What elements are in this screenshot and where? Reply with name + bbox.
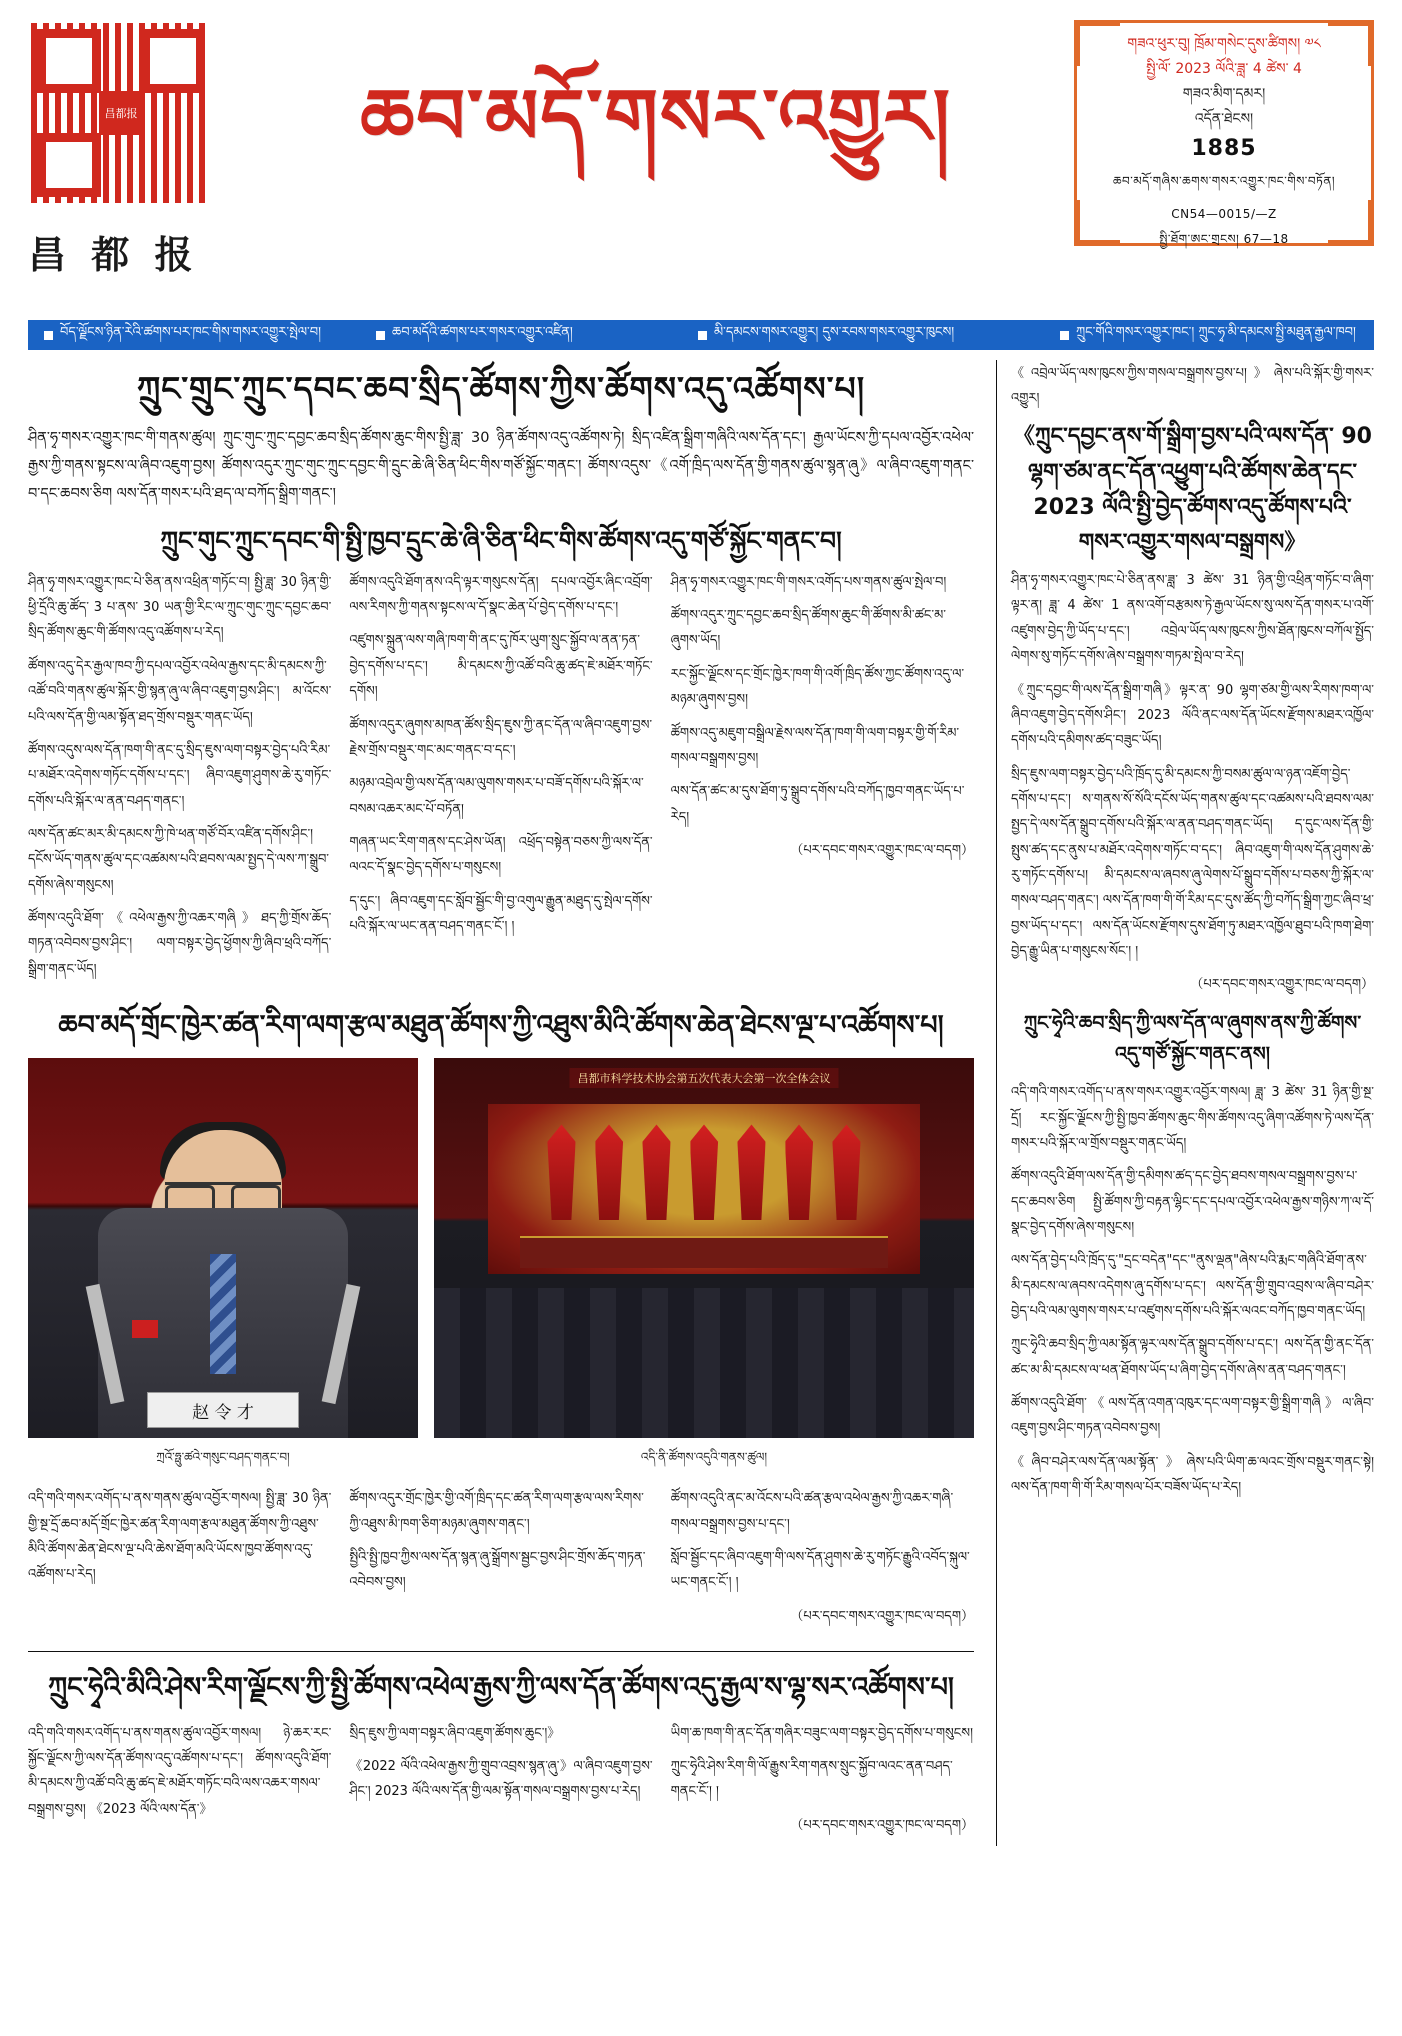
lead-paragraph: ཤིན་ཧྭ་གསར་འགྱུར་ཁང་གི་གནས་ཚུལ། ཀྲུང་གུང་ཀྲུང་དབྱང་ཆབ་སྲིད་ཚོགས་ཆུང་གིས་སྤྱི་ཟླ་ 30 ཉིན་ཚོགས་འདུ་འཚོགས་ཏེ། སྲིད་འཛིན་སྒྲིག་གཞིའི་ལས་དོན་དང་། རྒྱལ་ཡོངས་ཀྱི་དཔལ་འབྱོར་འཕེལ་རྒྱས་ཀྱི་གནས་སྟངས་ལ་ཞིབ་འཇུག་བྱས། ཚོགས་འདུར་ཀྲུང་གུང་ཀྲུང་དབྱང་གི་དྲུང་ཆེ་ཞི་ཅིན་ཕིང་གིས་གཙོ་སྐྱོང་གནང་། ཚོགས་འདུས་《འགོ་ཁྲིད་ལས་དོན་གྱི་གནས་ཚུལ་སྙན་ཞུ》ལ་ཞིབ་འཇུག་གནང་བ་དང་ཆབས་ཅིག ལས་དོན་གསར་པའི་ཐད་ལ་བཀོད་སྒྲིག་གནང་། [28,429,974,503]
bullet-square-icon [44,331,53,340]
paragraph: ཤིན་ཧྭ་གསར་འགྱུར་ཁང་པེ་ཅིན་ནས་འཕྲིན་གཏོང་བ། སྤྱི་ཟླ་ 30 ཉིན་གྱི་ཕྱི་དྲོའི་ཆུ་ཚོད་ 3 པ་ནས་ 30 ཡན་གྱི་རིང་ལ་ཀྲུང་གུང་ཀྲུང་དབྱང་ཆབ་སྲིད་ཚོགས་ཆུང་གི་ཚོགས་འདུ་འཚོགས་པ་རེད། [28,574,332,641]
photo-article-column-1 [28,1486,331,1637]
photo-article-columns [28,1486,974,1637]
article-columns [28,570,974,990]
qr-code-icon[interactable] [28,20,214,206]
paragraph: ཚོགས་འདུ་དེར་རྒྱལ་ཁབ་ཀྱི་དཔལ་འབྱོར་འཕེལ་རྒྱས་དང་མི་དམངས་ཀྱི་འཚོ་བའི་གནས་ཚུལ་སྐོར་གྱི་སྙན་ཞུ་ལ་ཞིབ་འཇུག་བྱས་ཤིང་། མ་འོངས་པའི་ལས་དོན་གྱི་ལམ་སྟོན་ཐད་གྲོས་བསྡུར་གནང་ཡོད། [28,658,332,725]
nav-bar [28,320,1374,350]
headline-photo-section: ཆབ་མདོ་གྲོང་ཁྱེར་ཚན་རིག་ལག་རྩལ་མཐུན་ཚོགས་ཀྱི་འཐུས་མིའི་ཚོགས་ཆེན་ཐེངས་ལྔ་པ་འཚོགས་པ། [58,1009,944,1041]
photo-article-column-3 [671,1486,974,1637]
left-column [28,360,988,1846]
photo-speaker-caption: ཀྲའོ་ཧྥུ་ཚའེ་གསུང་བཤད་གནང་བ། [156,1450,290,1465]
issue-weekday: གཟའ་མིག་དམར། [1182,86,1266,102]
qr-block [28,14,238,279]
paragraph: ཚོགས་འདུར་གྲོང་ཁྱེར་གྱི་འགོ་ཁྲིད་དང་ཚན་རིག་ལག་རྩལ་ལས་རིགས་ཀྱི་འཐུས་མི་ཁག་ཅིག་མཉམ་ཞུགས་གནང་། [349,1491,644,1532]
nameplate-label: 赵 令 才 [147,1392,299,1428]
cn-code: CN54—0015/—Z [1171,207,1277,221]
paragraph: སྲིད་ཇུས་ཀྱི་ལག་བསྟར་ཞིབ་འཇུག་ཚོགས་ཆུང་།》 [349,1725,561,1741]
headline-right-2: ཀྲུང་ཧྭེའི་ཆབ་སྲིད་ཀྱི་ལས་དོན་ལ་ཞུགས་ནས་ཀྱི་ཚོགས་འདུ་གཙོ་སྐྱོང་གནང་ནས། [1023,1011,1362,1065]
paragraph: ཚོགས་འདུ་མཇུག་བསྒྲིལ་རྗེས་ལས་དོན་ཁག་གི་ལག་བསྟར་གྱི་གོ་རིམ་གསལ་བསྒྲགས་བྱས། [670,725,960,766]
paragraph: ལས་དོན་ཚང་མ་དུས་ཐོག་ཏུ་སྒྲུབ་དགོས་པའི་བཀོད་ཁྱབ་གནང་ཡོད་པ་རེད། [670,784,965,825]
paragraph: ཚོགས་འདུའི་ཐོག་《ལས་དོན་འགན་འཁུར་དང་ལག་བསྟར་གྱི་སྒྲིག་གཞི》ལ་ཞིབ་འཇུག་བྱས་ཤིང་གཏན་འབེབས་བྱས། [1011,1396,1374,1437]
article-column-1 [28,570,331,990]
paragraph: མཉམ་འབྲེལ་གྱི་ལས་དོན་ལམ་ལུགས་གསར་པ་བཟོ་དགོས་པའི་སྐོར་ལ་བསམ་འཆར་མང་པོ་བཏོན། [349,776,644,817]
bottom-article-column-3 [671,1721,974,1846]
bottom-article-column-1 [28,1721,331,1846]
paragraph: ཤིན་ཧྭ་གསར་འགྱུར་ཁང་གི་གསར་འགོད་པས་གནས་ཚུལ་སྤེལ་བ། [670,574,947,590]
issue-date-weekday: གཟའ་ཕུར་བུ། ཁྲོམ་གསེང་དུས་ཚིགས། ༧༨ [1127,36,1321,52]
nav-item-1-label: བོད་ལྗོངས་ཉིན་རེའི་ཚགས་པར་ཁང་གིས་གསར་འགྱུར་སྤེལ་བ། [60,324,322,340]
byline: （པར་དབང་གསར་འགྱུར་ཁང་ལ་བདག） [1190,977,1374,993]
paragraph: སློབ་སྦྱོང་དང་ཞིབ་འཇུག་གི་ལས་དོན་ཤུགས་ཆེ་རུ་གཏོང་རྒྱུའི་འབོད་སྐུལ་ཡང་གནང་ངོ་། ། [670,1550,970,1591]
paragraph: ཡིག་ཆ་ཁག་གི་ནང་དོན་གཞིར་བཟུང་ལག་བསྟར་བྱེད་དགོས་པ་གསུངས། [670,1725,973,1741]
section-divider [28,1651,974,1652]
newspaper-title: ཆབ་མདོ་གསར་འགྱུར། [360,72,952,161]
qr-center-label: 昌都报 [99,91,143,135]
kicker: 《འབྲེལ་ཡོད་ལས་ཁུངས་ཀྱིས་གསལ་བསྒྲགས་བྱས་པ།》ཞེས་པའི་སྐོར་གྱི་གསར་འགྱུར། [1011,366,1374,406]
masthead [28,14,1374,314]
issue-date: སྤྱི་ལོ་ 2023 ལོའི་ཟླ་ 4 ཚེས་ 4 [1146,61,1302,77]
headline-sub: ཀྲུང་གུང་ཀྲུང་དབང་གི་སྤྱི་ཁྱབ་དྲུང་ཆེ་ཞི་ཅིན་ཕིང་གིས་ཚོགས་འདུ་གཙོ་སྐྱོང་གནང་བ། [160,526,842,556]
right-column [1005,360,1374,1846]
paragraph: ཚོགས་འདུར་ཞུགས་མཁན་ཚོས་སྲིད་ཇུས་ཀྱི་ནང་དོན་ལ་ཞིབ་འཇུག་བྱས་རྗེས་གྲོས་བསྡུར་གང་མང་གནང་བ་དང་། [349,717,653,758]
column-divider [996,360,997,1846]
postal-code: སྤྱི་ཐོག་ཨང་གྲངས། 67—18 [1159,232,1289,246]
paragraph: ཀྲུང་ཧྭེའི་ཤེས་རིག་གི་ལོ་རྒྱུས་རིག་གནས་སྲུང་སྐྱོབ་ལའང་ནན་བཤད་གནང་ངོ་། ། [670,1759,953,1800]
paragraph: སྲིད་ཇུས་ལག་བསྟར་བྱེད་པའི་ཁྲོད་དུ་མི་དམངས་ཀྱི་བསམ་ཚུལ་ལ་ཉན་འཇོག་བྱེད་དགོས་པ་དང་། ས་གནས་སོ་སོའི་དངོས་ཡོད་གནས་ཚུལ་དང་འཚམས་པའི་ཐབས་ལམ་སྤྱད་དེ་ལས་དོན་སྒྲུབ་དགོས་པའི་སྐོར་ལ་ནན་བཤད་གནང་ཡོད། ད་དུང་ལས་དོན་གྱི་སྤུས་ཚད་དང་ནུས་པ་མཐོར་འདེགས་གཏོང་བ་དང་། ཞིབ་འཇུག་གི་ལས་དོན་ཤུགས་ཆེ་རུ་གཏོང་དགོས་པ། མི་དམངས་ལ་ཞབས་ཞུ་ལེགས་པོ་སྒྲུབ་དགོས་པ་བཅས་ཀྱི་སྐོར་ལ་གསལ་བཤད་གནང་། ལས་དོན་ཁག་གི་གོ་རིམ་དང་དུས་ཚོད་ཀྱི་བཀོད་སྒྲིག་ཀྱང་ཞིབ་ཕྲ་བྱས་ཡོད་པ་དང་། ལས་དོན་ཡོངས་རྫོགས་དུས་ཐོག་ཏུ་མཐར་འཁྱོལ་ཐུབ་པའི་ཁག་ཐེག་བྱེད་རྒྱུ་ཡིན་པ་གསུངས་སོང་། ། [1011,766,1374,959]
publisher-org: ཆབ་མདོ་གཞིས་ཆགས་གསར་འགྱུར་ཁང་གིས་བཏོན། [1112,174,1335,188]
bottom-article-column-2 [349,1721,652,1846]
paragraph: ད་དུང་། ཞིབ་འཇུག་དང་སློབ་སྦྱོང་གི་བྱ་འགུལ་རྒྱུན་མཐུད་དུ་སྤེལ་དགོས་པའི་སྐོར་ལ་ཡང་ནན་བཤད་གནང་ངོ་། ། [349,893,653,934]
photo-speaker-image [28,1058,418,1438]
paragraph: 《ཞིབ་བཤེར་ལས་དོན་ལམ་སྟོན་》ཞེས་པའི་ཡིག་ཆ་ལའང་གྲོས་བསྡུར་གནང་སྟེ། ལས་དོན་ཁག་གི་གོ་རིམ་གསལ་པོར་བཟོས་ཡོད་པ་རེད། [1011,1454,1374,1496]
paragraph: འདི་གའི་གསར་འགོད་པ་ནས་གནས་ཚུལ་འབྱོར་གསལ། སྤྱི་ཟླ་ 30 ཉིན་གྱི་སྔ་དྲོ་ཆབ་མདོ་གྲོང་ཁྱེར་ཚན་རིག་ལག་རྩལ་མཐུན་ཚོགས་ཀྱི་འཐུས་མིའི་ཚོགས་ཆེན་ཐེངས་ལྔ་པའི་ཆེས་ཐོག་མའི་ཡོངས་ཁྱབ་ཚོགས་འདུ་འཚོགས་པ་རེད། [28,1491,332,1583]
paragraph: ཤིན་ཧྭ་གསར་འགྱུར་ཁང་པེ་ཅིན་ནས་ཟླ་ 3 ཚེས་ 31 ཉིན་གྱི་འཕྲིན་གཏོང་བ་ཞིག་ལྟར་ན། ཟླ་ 4 ཚེས་ 1 ནས་འགོ་བརྩམས་ཏེ་རྒྱལ་ཡོངས་སུ་ལས་དོན་གསར་པ་འགོ་འཛུགས་བྱེད་ཀྱི་ཡོད་པ་དང་། འབྲེལ་ཡོད་ལས་ཁུངས་ཀྱིས་ཐོན་ཁུངས་བཀོལ་སྤྱོད་ལེགས་སུ་གཏོང་དགོས་ཞེས་བསྒྲགས་གཏམ་སྤེལ་བ་རེད། [1011,573,1374,665]
nav-item-3[interactable] [682,317,1044,354]
paragraph: འདི་གའི་གསར་འགོད་པ་ནས་གསར་འགྱུར་འབྱོར་གསལ། ཟླ་ 3 ཚེས་ 31 ཉིན་གྱི་སྔ་དྲོ། རང་སྐྱོང་ལྗོངས་ཀྱི་སྤྱི་ཁྱབ་ཚོགས་ཆུང་གིས་ཚོགས་འདུ་ཞིག་འཚོགས་ཏེ་ལས་དོན་གསར་པའི་སྐོར་ལ་གྲོས་བསྡུར་གནང་ཡོད། [1011,1085,1374,1151]
issue-number: 1885 [1191,136,1257,161]
paragraph: ཚོགས་འདུས་ལས་དོན་ཁག་གི་ནང་དུ་སྲིད་ཇུས་ལག་བསྟར་བྱེད་པའི་རིམ་པ་མཐོར་འདེགས་གཏོང་དགོས་པ་དང་། ཞིབ་འཇུག་ཤུགས་ཆེ་རུ་གཏོང་དགོས་པའི་སྐོར་ལ་ནན་བཤད་གནང་། [28,742,332,809]
paragraph: ལས་དོན་ཚང་མར་མི་དམངས་ཀྱི་ཁེ་ཕན་གཙོ་བོར་འཛིན་དགོས་ཤིང་། དངོས་ཡོད་གནས་ཚུལ་དང་འཚམས་པའི་ཐབས་ལམ་སྤྱད་དེ་ལས་ཀ་སྒྲུབ་དགོས་ཞེས་གསུངས། [28,826,330,893]
paragraph: ལས་དོན་བྱེད་པའི་ཁྲོད་དུ་"དྲང་བདེན"དང་"ནུས་ལྡན"ཞེས་པའི་རྨང་གཞིའི་ཐོག་ནས་མི་དམངས་ལ་ཞབས་འདེགས་ཞུ་དགོས་པ་དང་། ལས་དོན་གྱི་གྲུབ་འབྲས་ལ་ཞིབ་བཤེར་བྱེད་པའི་ལམ་ལུགས་གསར་པ་འཛུགས་དགོས་པའི་སྐོར་ལའང་བཀོད་ཁྱབ་གནང་ཡོད། [1011,1253,1374,1320]
bullet-square-icon [376,331,385,340]
paragraph: 《2022 ལོའི་འཕེལ་རྒྱས་ཀྱི་གྲུབ་འབྲས་སྙན་ཞུ་》ལ་ཞིབ་འཇུག་བྱས་ཤིང་། 2023 ལོའི་ལས་དོན་གྱི་ལམ་སྟོན་གསལ་བསྒྲགས་བྱས་པ་རེད། [349,1759,653,1800]
byline: （པར་དབང་གསར་འགྱུར་ཁང་ལ་བདག） [790,1817,974,1833]
article-column-2 [349,570,652,990]
paragraph: འཛུགས་སྐྲུན་ལས་གཞི་ཁག་གི་ནང་དུ་ཁོར་ཡུག་སྲུང་སྐྱོབ་ལ་ནན་ཏན་བྱེད་དགོས་པ་དང་། མི་དམངས་ཀྱི་འཚོ་བའི་ཆུ་ཚད་ཇེ་མཐོར་གཏོང་དགོས། [349,633,653,700]
paragraph: ཚོགས་འདུའི་ཐོག་《འཕེལ་རྒྱས་ཀྱི་འཆར་གཞི》ཐད་ཀྱི་གྲོས་ཆོད་གཏན་འབེབས་བྱས་ཤིང་། ལག་བསྟར་བྱེད་ཕྱོགས་ཀྱི་ཞིབ་ཕྲའི་བཀོད་སྒྲིག་གནང་ཡོད། [28,910,332,977]
headline-bottom: ཀྲུང་ཧྭེའི་མིའི་ཤེས་རིག་ལྗོངས་ཀྱི་སྤྱི་ཚོགས་འཕེལ་རྒྱས་ཀྱི་ལས་དོན་ཚོགས་འདུ་རྒྱལ་ས་ལྷ་སར་འཚོགས་པ། [48,1672,954,1704]
paragraph: 《ཀྲུང་དབྱང་གི་ལས་དོན་སྒྲིག་གཞི》ལྟར་ན་ 90 ལྷག་ཙམ་གྱི་ལས་རིགས་ཁག་ལ་ཞིབ་འཇུག་བྱེད་དགོས་ཤིང་། 2023 ལོའི་ནང་ལས་དོན་ཡོངས་རྫོགས་མཐར་འཁྱོལ་དགོས་པའི་དམིགས་ཚད་བཟུང་ཡོད། [1011,682,1374,749]
byline: （པར་དབང་གསར་འགྱུར་ཁང་ལ་བདག） [790,1608,974,1624]
nav-item-4-label: ཀྲུང་གོའི་གསར་འགྱུར་ཁང་། ཀྲུང་ཧྭ་མི་དམངས་སྤྱི་མཐུན་རྒྱལ་ཁབ། [1076,324,1356,340]
headline-right-1: 《ཀྲུང་དབྱང་ནས་གོ་སྒྲིག་བྱས་པའི་ལས་དོན་ 90 ལྷག་ཙམ་ནང་དོན་འཕྱུག་པའི་ཚོགས་ཆེན་དང་ 2023 ལོའི་སྤྱི་བྱེད་ཚོགས་འདུ་ཚོགས་པའི་གསར་འགྱུར་གསལ་བསྒྲགས》 [1013,424,1372,555]
paragraph: ཚོགས་འདུའི་ཐོག་ལས་དོན་གྱི་དམིགས་ཚད་དང་བྱེད་ཐབས་གསལ་བསྒྲགས་བྱས་པ་དང་ཆབས་ཅིག སྤྱི་ཚོགས་ཀྱི་བརྟན་ལྷིང་དང་དཔལ་འབྱོར་འཕེལ་རྒྱས་གཉིས་ཀ་ལ་དོ་སྣང་བྱེད་དགོས་ཞེས་གསུངས། [1011,1169,1374,1236]
byline: （པར་དབང་གསར་འགྱུར་ཁང་ལ་བདག） [790,842,974,858]
paragraph: རང་སྐྱོང་ལྗོངས་དང་གྲོང་ཁྱེར་ཁག་གི་འགོ་ཁྲིད་ཚོས་ཀྱང་ཚོགས་འདུ་ལ་མཉམ་ཞུགས་བྱས། [670,666,965,708]
photo-hall-caption: འདི་ནི་ཚོགས་འདུའི་གནས་ཚུལ། [640,1450,768,1465]
nav-item-2[interactable] [360,317,682,354]
nav-item-1[interactable] [28,317,360,354]
photo-hall [434,1058,974,1478]
photo-article-column-2 [349,1486,652,1637]
paragraph: སྤྱིའི་སྤྱི་ཁྱབ་ཀྱིས་ལས་དོན་སྙན་ཞུ་སྒྲོགས་སྦྱང་བྱས་ཤིང་གྲོས་ཆོད་གཏན་འབེབས་བྱས། [349,1550,646,1591]
article-column-3 [671,570,974,990]
bullet-square-icon [1060,331,1069,340]
bottom-article-columns [28,1721,974,1846]
title-block [238,14,1074,169]
nav-item-3-label: མི་དམངས་གསར་འགྱུར། དུས་རབས་གསར་འགྱུར་ཁུངས། [714,324,955,340]
paragraph: ཚོགས་འདུར་ཀྲུང་དབྱང་ཆབ་སྲིད་ཚོགས་ཆུང་གི་ཚོགས་མི་ཚང་མ་ཞུགས་ཡོད། [670,608,946,649]
issue-label: འདོན་ཐེངས། [1194,111,1254,127]
nav-item-2-label: ཆབ་མདོའི་ཚགས་པར་གསར་འགྱུར་འཛིན། [392,324,573,340]
photo-hall-image: 昌都市科学技术协会第五次代表大会第一次全体会议 [434,1058,974,1438]
paragraph: ཀྲུང་ཧྭེའི་ཆབ་སྲིད་ཀྱི་ལམ་སྟོན་ལྟར་ལས་དོན་སྒྲུབ་དགོས་པ་དང་། ལས་དོན་གྱི་ནང་དོན་ཚང་མ་མི་དམངས་ལ་ཕན་ཐོགས་ཡོད་པ་ཞིག་བྱེད་དགོས་ཞེས་ནན་བཤད་གནང་། [1011,1337,1374,1378]
paragraph: འདི་གའི་གསར་འགོད་པ་ནས་གནས་ཚུལ་འབྱོར་གསལ། ཉེ་ཆར་རང་སྐྱོང་ལྗོངས་ཀྱི་ལས་དོན་ཚོགས་འདུ་འཚོགས་པ་དང་། ཚོགས་འདུའི་ཐོག་མི་དམངས་ཀྱི་འཚོ་བའི་ཆུ་ཚད་ཇེ་མཐོར་གཏོང་བའི་ལས་འཆར་གསལ་བསྒྲགས་བྱས། 《2023 ལོའི་ལས་དོན་》 [28,1725,332,1817]
page-content [28,360,1374,1846]
photo-row [28,1058,974,1478]
paragraph: ཚོགས་འདུའི་ནང་མ་འོངས་པའི་ཚན་རྩལ་འཕེལ་རྒྱས་ཀྱི་འཆར་གཞི་གསལ་བསྒྲགས་བྱས་པ་དང་། [670,1491,954,1532]
paragraph: གཞན་ཡང་རིག་གནས་དང་ཤེས་ཡོན། འཕྲོད་བསྟེན་བཅས་ཀྱི་ལས་དོན་ལའང་དོ་སྣང་བྱེད་དགོས་པ་གསུངས། [349,834,653,876]
nav-item-4[interactable] [1044,317,1374,354]
headline-main: ཀྲུང་གྲུང་ཀྲུང་དབང་ཆབ་སྲིད་ཚོགས་ཀྱིས་ཚོགས་འདུ་འཚོགས་པ། [136,369,866,408]
chinese-masthead-name: 昌 都 报 [28,232,199,277]
paragraph: ཚོགས་འདུའི་ཐོག་ནས་འདི་ལྟར་གསུངས་དོན། དཔལ་འབྱོར་ཞིང་འབྲོག་ལས་རིགས་ཀྱི་གནས་སྟངས་ལ་དོ་སྣང་ཆེན་པོ་བྱེད་དགོས་པ་དང་། [349,574,653,616]
bullet-square-icon [698,331,707,340]
issue-info-block [1074,14,1374,254]
photo-speaker [28,1058,418,1478]
